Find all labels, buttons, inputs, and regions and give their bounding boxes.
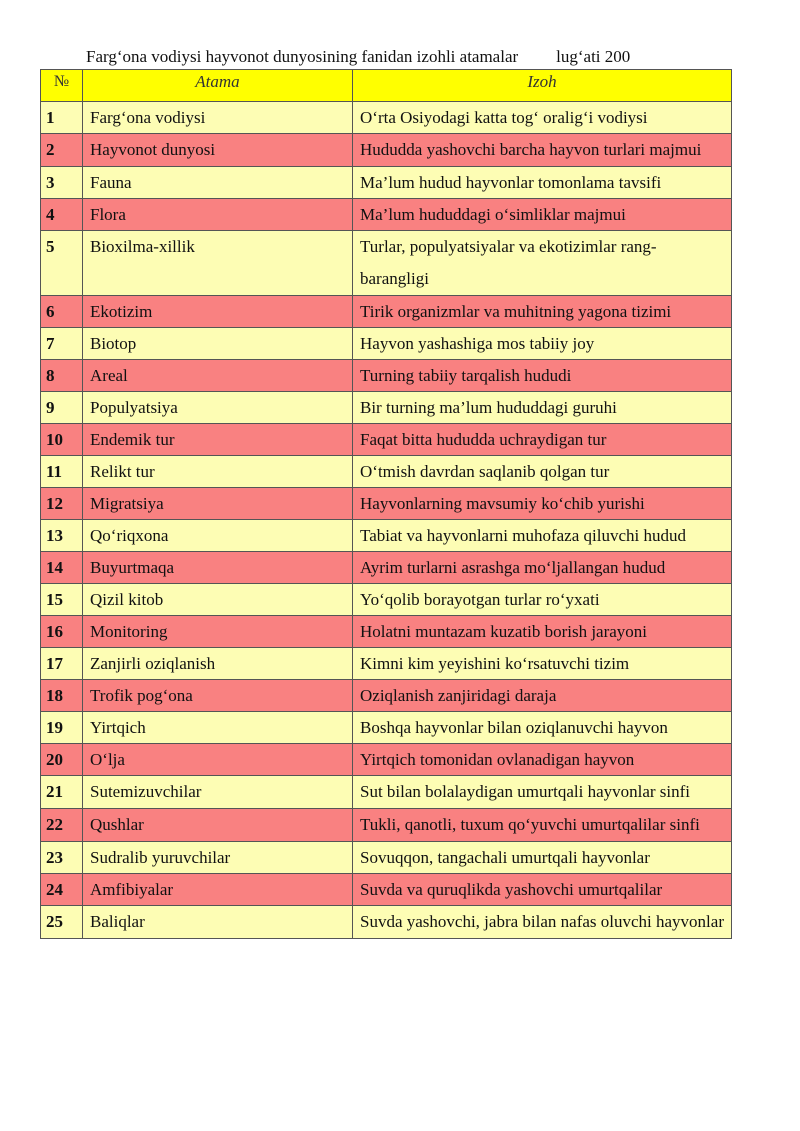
row-term: Relikt tur [83,456,353,488]
row-term: O‘lja [83,744,353,776]
table-row [41,328,732,360]
row-description: Oziqlanish zanjiridagi daraja [353,680,732,712]
row-number: 8 [41,360,83,392]
row-number: 14 [41,552,83,584]
row-number: 21 [41,776,83,809]
row-term: Populyatsiya [83,392,353,424]
title-main: Farg‘ona vodiysi hayvonot dunyosining fanidan izohli atamalar [86,47,519,66]
row-number: 22 [41,809,83,842]
page-title [86,47,630,67]
table-row [41,488,732,520]
row-term: Fauna [83,167,353,199]
table-row [41,712,732,744]
row-number: 2 [41,134,83,167]
table-row [41,102,732,134]
table-row [41,680,732,712]
row-term: Zanjirli oziqlanish [83,648,353,680]
row-number: 16 [41,616,83,648]
row-description: Bir turning ma’lum hududdagi guruhi [353,392,732,424]
table-row [41,744,732,776]
row-number: 1 [41,102,83,134]
row-number: 20 [41,744,83,776]
row-description: Ma’lum hududdagi o‘simliklar majmui [353,199,732,231]
table-row [41,584,732,616]
table-row [41,648,732,680]
row-number: 4 [41,199,83,231]
row-description: Holatni muntazam kuzatib borish jarayoni [353,616,732,648]
row-description: Faqat bitta hududda uchraydigan tur [353,424,732,456]
row-number: 12 [41,488,83,520]
table-row [41,842,732,874]
table-row [41,360,732,392]
row-term: Trofik pog‘ona [83,680,353,712]
table-row [41,809,732,842]
table-row [41,134,732,167]
header-description: Izoh [353,70,732,102]
table-row [41,456,732,488]
row-number: 10 [41,424,83,456]
table-row [41,520,732,552]
row-description: Sut bilan bolalaydigan umurtqali hayvonlar sinfi [353,776,732,809]
table-header-row [41,70,732,102]
row-description: Kimni kim yeyishini ko‘rsatuvchi tizim [353,648,732,680]
row-description: O‘rta Osiyodagi katta tog‘ oralig‘i vodiysi [353,102,732,134]
row-term: Migratsiya [83,488,353,520]
row-number: 18 [41,680,83,712]
row-number: 5 [41,231,83,296]
row-description: Tukli, qanotli, tuxum qo‘yuvchi umurtqalilar sinfi [353,809,732,842]
table-row [41,167,732,199]
row-term: Hayvonot dunyosi [83,134,353,167]
row-term: Areal [83,360,353,392]
row-term: Qo‘riqxona [83,520,353,552]
glossary-table [40,69,732,939]
row-term: Baliqlar [83,906,353,939]
row-number: 19 [41,712,83,744]
row-term: Flora [83,199,353,231]
row-number: 7 [41,328,83,360]
title-suffix: lug‘ati 200 [556,47,631,66]
row-term: Buyurtmaqa [83,552,353,584]
row-description: Suvda va quruqlikda yashovchi umurtqalilar [353,874,732,906]
row-description: Yirtqich tomonidan ovlanadigan hayvon [353,744,732,776]
row-description: O‘tmish davrdan saqlanib qolgan tur [353,456,732,488]
row-description: Turning tabiiy tarqalish hududi [353,360,732,392]
row-description: Turlar, populyatsiyalar va ekotizimlar rang-barangligi [353,231,732,296]
table-body [41,102,732,939]
row-description: Hududda yashovchi barcha hayvon turlari majmui [353,134,732,167]
table-row [41,392,732,424]
row-description: Sovuqqon, tangachali umurtqali hayvonlar [353,842,732,874]
row-term: Qushlar [83,809,353,842]
table-row [41,776,732,809]
table-row [41,552,732,584]
table-row [41,296,732,328]
row-description: Suvda yashovchi, jabra bilan nafas oluvchi hayvonlar [353,906,732,939]
row-term: Bioxilma-xillik [83,231,353,296]
row-term: Biotop [83,328,353,360]
row-term: Sudralib yuruvchilar [83,842,353,874]
row-term: Ekotizim [83,296,353,328]
table-row [41,199,732,231]
row-number: 9 [41,392,83,424]
row-description: Tirik organizmlar va muhitning yagona tizimi [353,296,732,328]
row-number: 25 [41,906,83,939]
row-number: 6 [41,296,83,328]
table-row [41,874,732,906]
header-term: Atama [83,70,353,102]
row-term: Qizil kitob [83,584,353,616]
row-description: Ayrim turlarni asrashga mo‘ljallangan hudud [353,552,732,584]
table-row [41,906,732,939]
row-description: Hayvonlarning mavsumiy ko‘chib yurishi [353,488,732,520]
row-description: Tabiat va hayvonlarni muhofaza qiluvchi hudud [353,520,732,552]
row-term: Amfibiyalar [83,874,353,906]
row-number: 24 [41,874,83,906]
row-term: Endemik tur [83,424,353,456]
header-number: № [41,70,83,102]
row-number: 11 [41,456,83,488]
row-term: Sutemizuvchilar [83,776,353,809]
row-term: Yirtqich [83,712,353,744]
row-description: Ma’lum hudud hayvonlar tomonlama tavsifi [353,167,732,199]
row-number: 17 [41,648,83,680]
row-number: 23 [41,842,83,874]
table-row [41,231,732,296]
row-description: Boshqa hayvonlar bilan oziqlanuvchi hayvon [353,712,732,744]
table-row [41,616,732,648]
row-description: Hayvon yashashiga mos tabiiy joy [353,328,732,360]
row-number: 13 [41,520,83,552]
table-row [41,424,732,456]
row-number: 15 [41,584,83,616]
row-term: Farg‘ona vodiysi [83,102,353,134]
row-term: Monitoring [83,616,353,648]
row-number: 3 [41,167,83,199]
row-description: Yo‘qolib borayotgan turlar ro‘yxati [353,584,732,616]
